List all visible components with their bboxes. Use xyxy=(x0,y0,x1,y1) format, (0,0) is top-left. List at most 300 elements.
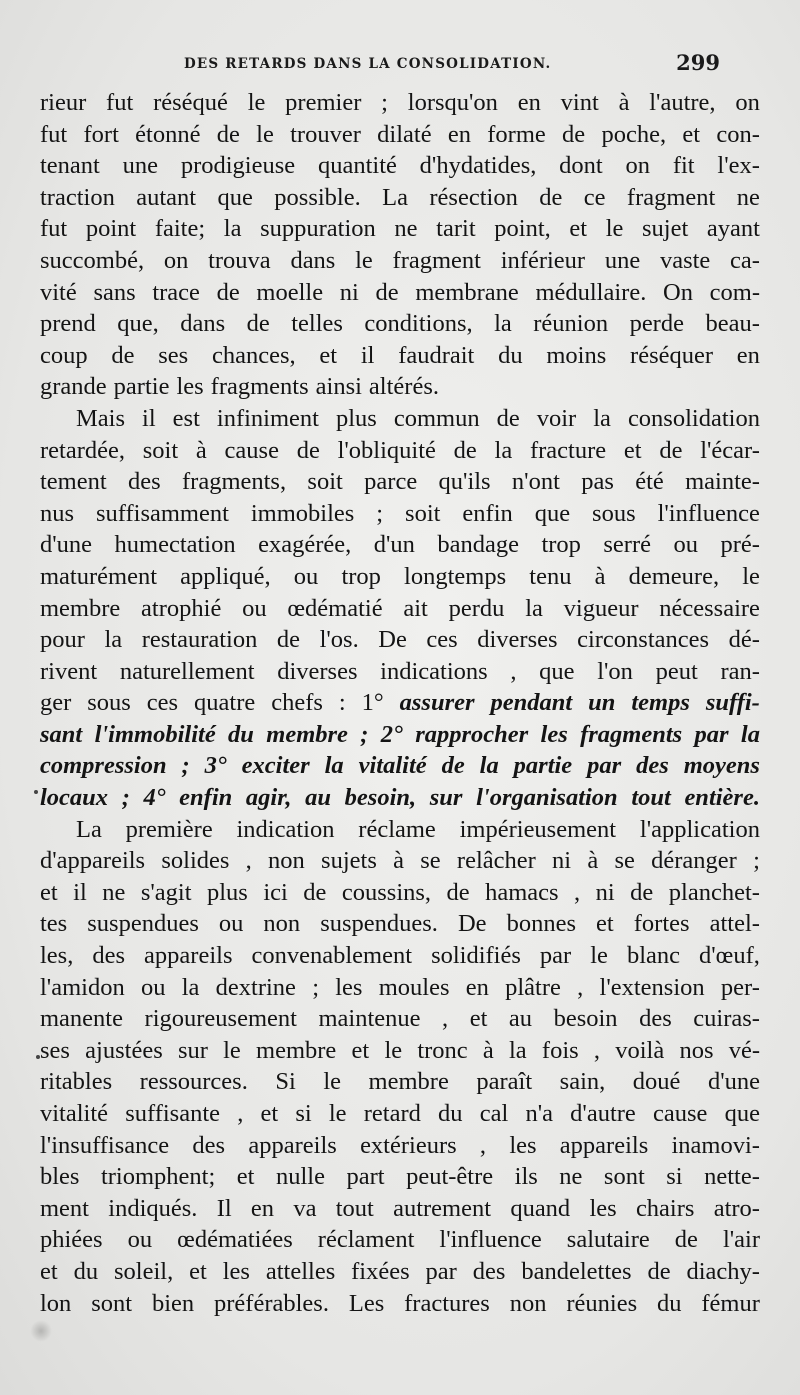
word: de xyxy=(630,878,654,906)
word: et xyxy=(236,1163,255,1191)
word: atrophié xyxy=(141,594,222,622)
word: sant xyxy=(40,720,83,748)
text-line xyxy=(40,750,760,782)
word: de xyxy=(496,404,520,432)
word: l'ex- xyxy=(717,152,760,180)
word: d'une xyxy=(707,1068,760,1096)
word: ; xyxy=(312,973,319,1001)
word: trouva xyxy=(208,246,271,274)
word: pas xyxy=(581,468,614,496)
text-line xyxy=(40,435,760,467)
word: pour xyxy=(40,626,85,654)
word: fragments xyxy=(580,720,683,748)
word: ainsi xyxy=(315,373,362,401)
word: d'autre xyxy=(570,1100,636,1127)
word: réclament xyxy=(317,1226,415,1254)
word: suspendues xyxy=(87,910,199,938)
word: sujets xyxy=(321,847,377,875)
word: nulle xyxy=(275,1163,325,1191)
word: retard xyxy=(363,1100,421,1127)
word: à xyxy=(195,436,207,464)
word: lorsqu'on xyxy=(407,89,498,116)
word: et xyxy=(319,341,338,369)
word: La xyxy=(76,815,102,843)
word: perde xyxy=(629,310,684,338)
word: œdématié xyxy=(287,594,383,622)
word: ici xyxy=(263,878,288,906)
word: plus xyxy=(335,404,377,432)
word: assurer xyxy=(399,689,475,717)
word: plâtre xyxy=(505,973,561,1001)
word: grande xyxy=(40,373,107,401)
word: perdu xyxy=(448,594,505,622)
word: blanc xyxy=(626,942,680,970)
word: humectation xyxy=(114,531,236,559)
word: rieur xyxy=(40,89,87,116)
word: chairs xyxy=(635,1194,695,1222)
text-line xyxy=(40,1098,760,1130)
word: il xyxy=(142,404,156,432)
word: appliqué, xyxy=(180,562,271,590)
text-line xyxy=(40,1003,760,1035)
word: indication xyxy=(236,815,335,843)
word: mainte- xyxy=(685,468,760,496)
word: fragments, xyxy=(182,468,287,496)
word: besoin, xyxy=(344,784,417,812)
text-line xyxy=(40,940,760,972)
word: tout xyxy=(335,1194,374,1222)
word: trop xyxy=(541,531,581,559)
word: la xyxy=(181,973,200,1001)
word: suffi- xyxy=(705,689,760,717)
text-line xyxy=(40,466,760,498)
word: la xyxy=(494,310,512,338)
word: des xyxy=(636,752,669,780)
word: appareils xyxy=(248,1131,337,1159)
word: moules xyxy=(378,973,450,1001)
word: doué xyxy=(632,1068,681,1096)
word: et xyxy=(469,1005,488,1033)
word: les xyxy=(335,973,363,1001)
text-line xyxy=(40,119,760,151)
word: trace xyxy=(152,278,200,306)
text-line xyxy=(40,277,760,309)
word: réséquer xyxy=(630,341,714,369)
word: vigueur xyxy=(563,594,639,622)
word: les xyxy=(176,373,204,401)
word: voilà xyxy=(615,1036,665,1064)
word: infiniment xyxy=(216,404,319,432)
word: les xyxy=(509,1131,537,1159)
word: atro- xyxy=(713,1194,760,1222)
text-line xyxy=(40,245,760,277)
word: cuiras- xyxy=(693,1005,760,1033)
word: l'obliquité xyxy=(337,436,436,464)
word: l'application xyxy=(639,815,760,843)
word: réséqué xyxy=(153,89,228,116)
word: la xyxy=(525,594,543,622)
word: des xyxy=(472,1257,506,1285)
word: l'influence xyxy=(657,499,760,527)
word: vité xyxy=(40,278,77,306)
word: fragment xyxy=(626,183,716,211)
word: autant xyxy=(136,183,197,211)
word: au xyxy=(305,784,332,812)
text-line xyxy=(40,719,760,751)
text-line xyxy=(40,624,760,656)
word: ; xyxy=(753,847,760,875)
word: cal xyxy=(479,1100,509,1127)
word: immobiles xyxy=(250,499,355,527)
word: suspendues. xyxy=(320,910,438,938)
word: vitalité xyxy=(358,752,427,780)
word: ni xyxy=(595,878,615,906)
word: La xyxy=(382,183,408,211)
word: ait xyxy=(403,594,428,622)
word: l'insuffisance xyxy=(40,1131,170,1159)
word: tes xyxy=(40,910,68,938)
word: de xyxy=(441,752,465,780)
word: de xyxy=(562,120,586,148)
word: membre xyxy=(40,594,121,622)
word: fut xyxy=(106,89,134,116)
word: bonnes xyxy=(506,910,576,938)
word: suffisamment xyxy=(96,499,229,527)
word: locaux xyxy=(40,784,109,812)
word: réunion xyxy=(533,310,609,338)
word: vint xyxy=(560,89,599,116)
word: ; xyxy=(381,89,388,116)
word: De xyxy=(378,626,407,654)
word: salutaire xyxy=(566,1226,650,1254)
word: non xyxy=(263,910,301,938)
word: quand xyxy=(510,1194,571,1222)
word: si xyxy=(295,1100,312,1127)
word: On xyxy=(663,278,693,306)
word: appareils xyxy=(144,942,233,970)
word: trop xyxy=(341,562,381,590)
word: solides xyxy=(161,847,230,875)
word: bandage xyxy=(437,531,519,559)
word: et xyxy=(260,1100,279,1127)
text-line xyxy=(40,1130,760,1162)
word: ces xyxy=(146,689,179,717)
word: pendant xyxy=(490,689,573,717)
word: commun xyxy=(393,404,480,432)
word: dans xyxy=(180,310,226,338)
word: nus xyxy=(40,499,75,527)
word: une xyxy=(122,152,159,180)
word: trouver xyxy=(290,120,361,148)
word: besoin xyxy=(553,1005,618,1033)
word: du xyxy=(73,1257,99,1285)
word: demeure, xyxy=(628,562,720,590)
word: été xyxy=(635,468,664,496)
body-text xyxy=(40,87,760,1319)
word: com- xyxy=(709,278,760,306)
word: et xyxy=(569,215,588,243)
word: il xyxy=(73,878,87,906)
word: le xyxy=(223,1036,241,1064)
word: enfin xyxy=(179,784,233,812)
word: Mais xyxy=(76,404,125,432)
word: sous xyxy=(87,689,131,717)
word: nécessaire xyxy=(659,594,760,622)
word: , xyxy=(577,973,584,1001)
word: la xyxy=(740,720,760,748)
word: ou xyxy=(218,910,244,938)
text-line xyxy=(40,529,760,561)
word: si xyxy=(666,1163,683,1191)
word: et xyxy=(596,910,614,938)
word: réunies xyxy=(566,1289,638,1317)
word: ressources. xyxy=(139,1068,248,1096)
word: le xyxy=(590,942,608,970)
word: en xyxy=(736,341,760,369)
word: ces xyxy=(426,626,458,654)
word: rigoureusement xyxy=(144,1005,297,1033)
running-title: DES RETARDS DANS LA CONSOLIDATION. xyxy=(184,56,552,72)
word: convenablement xyxy=(251,942,413,970)
word: la xyxy=(509,1036,527,1064)
word: en xyxy=(517,89,541,116)
word: et xyxy=(40,1257,58,1285)
word: fragments xyxy=(210,373,309,401)
word: nette- xyxy=(704,1163,760,1191)
word: phiées xyxy=(40,1226,103,1254)
word: de xyxy=(659,436,683,464)
text-line xyxy=(40,1224,760,1256)
word: non xyxy=(268,847,305,875)
word: ses xyxy=(40,1036,70,1064)
text-line xyxy=(40,593,760,625)
word: le xyxy=(355,246,373,274)
text-line xyxy=(40,814,760,846)
word: coup xyxy=(40,341,88,369)
word: d'une xyxy=(40,531,93,559)
word: circonstances xyxy=(577,626,710,654)
word: la xyxy=(223,215,242,243)
word: les xyxy=(540,720,568,748)
word: sujet xyxy=(642,215,689,243)
word: maintenue xyxy=(318,1005,421,1033)
word: diverses xyxy=(277,657,358,685)
word: hamacs xyxy=(485,878,559,906)
word: 4° xyxy=(143,784,166,812)
word: chefs xyxy=(271,689,323,717)
word: serré xyxy=(603,531,651,559)
word: peut xyxy=(655,657,698,685)
word: ou xyxy=(127,1226,153,1254)
word: l'autre, xyxy=(649,89,716,116)
word: ; xyxy=(360,720,369,748)
word: on xyxy=(163,246,189,274)
word: les xyxy=(222,1257,250,1285)
word: beau- xyxy=(705,310,760,338)
word: indiqués. xyxy=(108,1194,198,1222)
word: , xyxy=(510,657,517,685)
word: exciter xyxy=(241,752,310,780)
word: entière. xyxy=(684,784,760,812)
word: sans xyxy=(93,278,136,306)
word: de xyxy=(647,1257,671,1285)
word: fut xyxy=(40,215,68,243)
word: moins xyxy=(546,341,607,369)
word: attelles xyxy=(265,1257,336,1285)
word: sous xyxy=(592,499,636,527)
word: consolidation xyxy=(627,404,760,432)
word: il xyxy=(360,341,375,369)
word: l'air xyxy=(722,1226,760,1254)
word: d'hydatides, xyxy=(419,152,537,180)
word: le xyxy=(256,120,274,148)
word: ou xyxy=(673,531,698,559)
word: de xyxy=(674,1226,698,1254)
word: , xyxy=(593,1036,600,1064)
word: fémur xyxy=(701,1289,760,1317)
word: relâcher xyxy=(456,847,536,875)
word: de xyxy=(446,878,470,906)
word: et xyxy=(351,1036,370,1064)
word: soleil, xyxy=(114,1257,174,1285)
word: la xyxy=(104,626,123,654)
word: membrane xyxy=(415,278,519,306)
word: dilaté xyxy=(377,120,432,148)
word: membre xyxy=(368,1068,449,1096)
word: de xyxy=(539,183,563,211)
word: première xyxy=(125,815,213,843)
word: membre xyxy=(256,1036,337,1064)
word: vaste xyxy=(659,246,711,274)
word: quatre xyxy=(194,689,256,717)
text-line xyxy=(40,877,760,909)
word: ou xyxy=(140,973,166,1001)
word: la xyxy=(479,752,499,780)
word: médullaire. xyxy=(535,278,647,306)
text-line xyxy=(40,687,760,719)
word: du xyxy=(657,1289,682,1317)
word: faite; xyxy=(154,215,206,243)
word: traction xyxy=(40,183,115,211)
word: extérieurs xyxy=(360,1131,457,1159)
word: ou xyxy=(242,594,267,622)
word: du xyxy=(438,1100,463,1127)
text-line xyxy=(40,213,760,245)
word: inamovi- xyxy=(671,1131,760,1159)
word: peut-être xyxy=(406,1163,494,1191)
word: résection xyxy=(429,183,518,211)
word: en xyxy=(250,1194,275,1222)
word: des xyxy=(639,1005,672,1033)
word: ne xyxy=(102,878,126,906)
word: le xyxy=(384,1036,403,1064)
text-line xyxy=(40,1256,760,1288)
word: se xyxy=(420,847,441,875)
word: fit xyxy=(672,152,695,180)
text-line xyxy=(40,371,760,403)
word: on xyxy=(735,89,760,116)
word: en xyxy=(465,973,489,1001)
word: l'on xyxy=(597,657,633,685)
word: l'amidon xyxy=(40,973,125,1001)
word: rapprocher xyxy=(415,720,529,748)
word: moelle xyxy=(256,278,324,306)
word: partie xyxy=(513,752,573,780)
word: restauration xyxy=(141,626,258,654)
word: ger xyxy=(40,689,72,717)
word: dans xyxy=(290,246,336,274)
word: de xyxy=(246,310,270,338)
text-line xyxy=(40,1193,760,1225)
word: ; xyxy=(376,499,384,527)
word: cause xyxy=(224,436,279,464)
word: , xyxy=(442,1005,449,1033)
word: des xyxy=(192,1131,226,1159)
word: n'ont xyxy=(511,468,560,496)
word: parce xyxy=(364,468,418,496)
word: d'œuf, xyxy=(699,942,760,970)
word: diverses xyxy=(477,626,558,654)
page-header xyxy=(40,50,720,80)
page-number: 299 xyxy=(676,50,720,75)
word: ni xyxy=(339,278,359,306)
word: poche, xyxy=(601,120,667,148)
word: d'appareils xyxy=(40,847,146,875)
word: succombé, xyxy=(40,246,145,274)
word: et xyxy=(40,878,58,906)
word: coussins, xyxy=(341,878,432,906)
word: possible. xyxy=(274,183,361,211)
word: fracture xyxy=(529,436,607,464)
word: premier xyxy=(285,89,362,116)
text-line xyxy=(40,87,760,119)
word: enfin xyxy=(462,499,513,527)
word: fois xyxy=(541,1036,579,1064)
word: : xyxy=(338,689,346,717)
word: chances, xyxy=(211,341,296,369)
word: fragment xyxy=(392,246,481,274)
word: ne xyxy=(736,183,760,211)
word: ; xyxy=(181,752,190,780)
word: de xyxy=(296,436,320,464)
word: sain, xyxy=(559,1068,606,1096)
word: n'a xyxy=(525,1100,553,1127)
word: bandelettes xyxy=(521,1257,632,1285)
word: et xyxy=(189,1257,207,1285)
word: 1° xyxy=(361,689,384,717)
word: par xyxy=(425,1257,457,1285)
text-line xyxy=(40,403,760,435)
word: bien xyxy=(151,1289,195,1317)
word: au xyxy=(508,1005,533,1033)
word: réclame xyxy=(358,815,436,843)
word: et xyxy=(623,436,642,464)
word: impérieusement xyxy=(459,815,617,843)
word: ca- xyxy=(730,246,760,274)
word: étonné xyxy=(135,120,201,148)
word: dextrine xyxy=(215,973,296,1001)
word: ne xyxy=(394,215,418,243)
word: fort xyxy=(83,120,119,148)
word: dont xyxy=(559,152,603,180)
word: moyens xyxy=(683,752,760,780)
word: inférieur xyxy=(500,246,586,274)
word: est xyxy=(172,404,200,432)
word: ne xyxy=(559,1163,583,1191)
text-line xyxy=(40,845,760,877)
ink-smudge xyxy=(30,1320,52,1342)
text-line xyxy=(40,656,760,688)
